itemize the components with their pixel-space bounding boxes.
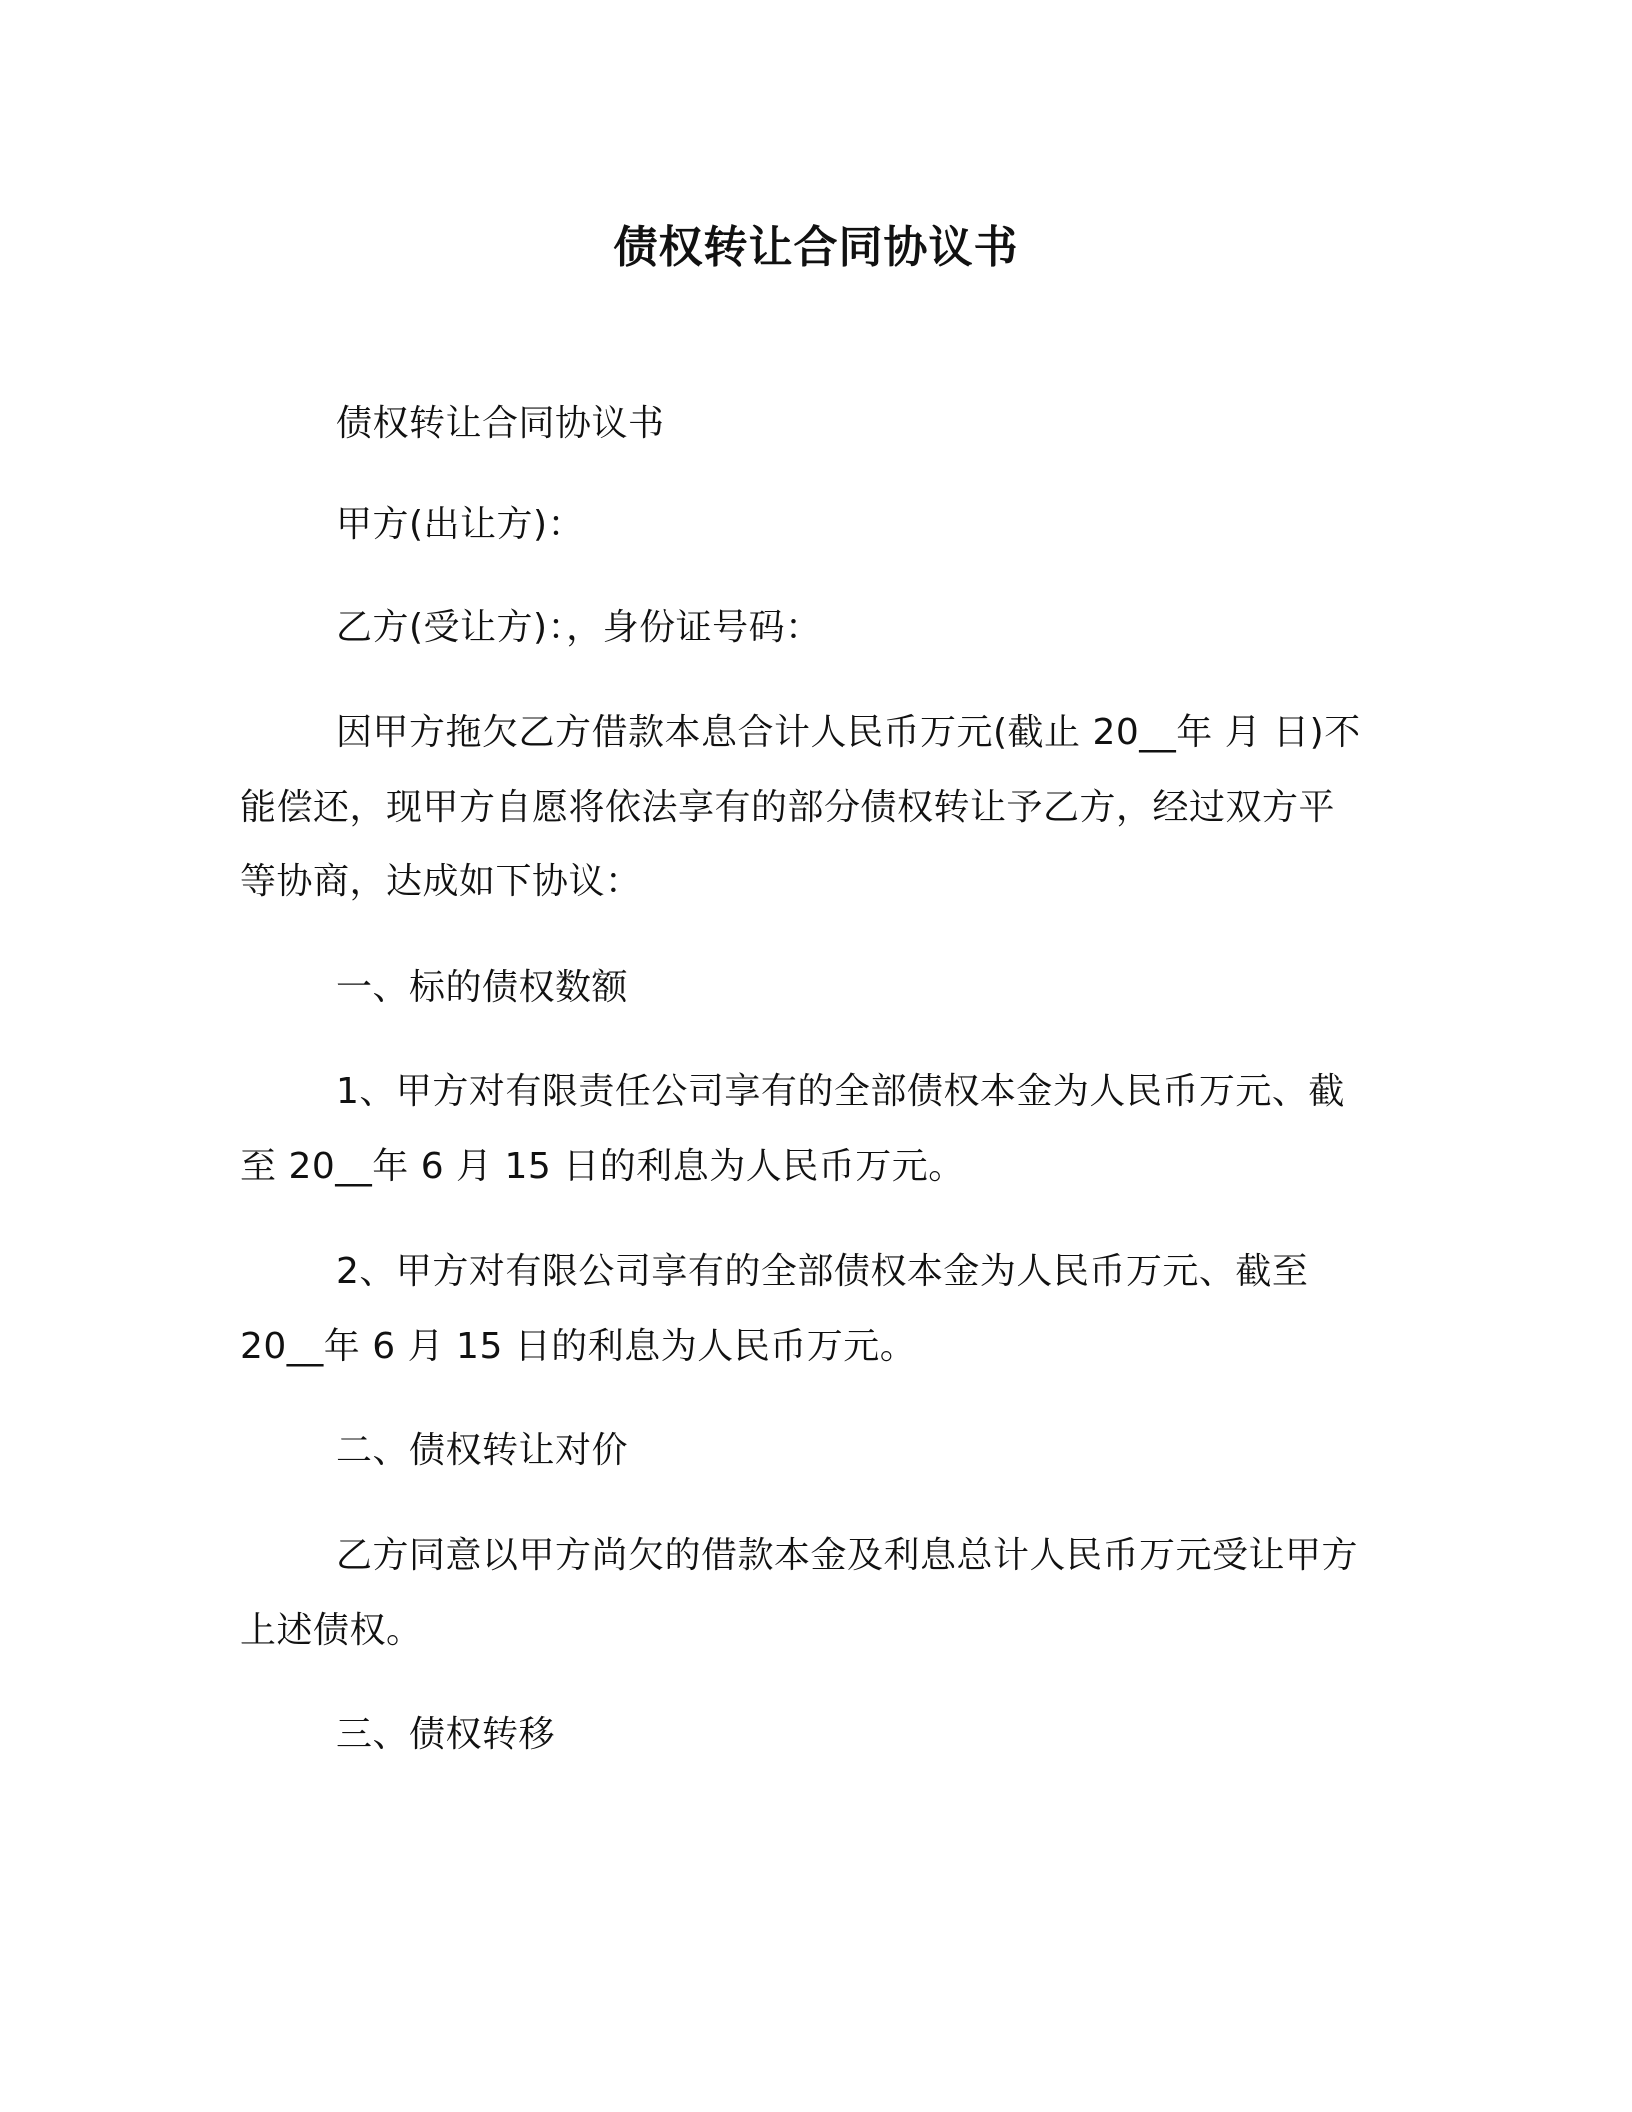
clause-2-line-1: 2、甲方对有限公司享有的全部债权本金为人民币万元、截至 bbox=[336, 1251, 1309, 1292]
document-title: 债权转让合同协议书 bbox=[613, 222, 1019, 273]
party-a-line: 甲方(出让方)： bbox=[336, 504, 585, 545]
clause-2-line-2: 20__年 6 月 15 日的利息为人民币万元。 bbox=[240, 1326, 917, 1367]
section-1-heading: 一、标的债权数额 bbox=[336, 967, 629, 1008]
section-2-heading: 二、债权转让对价 bbox=[336, 1430, 629, 1471]
preamble-line-1: 因甲方拖欠乙方借款本息合计人民币万元(截止 20__年 月 日)不 bbox=[336, 712, 1361, 753]
party-b-line: 乙方(受让方)：，身份证号码： bbox=[336, 607, 822, 648]
consideration-line-2: 上述债权。 bbox=[240, 1610, 423, 1651]
consideration-line-1: 乙方同意以甲方尚欠的借款本金及利息总计人民币万元受让甲方 bbox=[336, 1535, 1359, 1576]
preamble-line-3: 等协商，达成如下协议： bbox=[240, 861, 642, 902]
clause-1-line-2: 至 20__年 6 月 15 日的利息为人民币万元。 bbox=[240, 1146, 965, 1187]
section-3-heading: 三、债权转移 bbox=[336, 1714, 556, 1755]
clause-1-line-1: 1、甲方对有限责任公司享有的全部债权本金为人民币万元、截 bbox=[336, 1071, 1345, 1112]
subtitle-line: 债权转让合同协议书 bbox=[336, 403, 665, 444]
preamble-line-2: 能偿还，现甲方自愿将依法享有的部分债权转让予乙方，经过双方平 bbox=[240, 787, 1336, 828]
